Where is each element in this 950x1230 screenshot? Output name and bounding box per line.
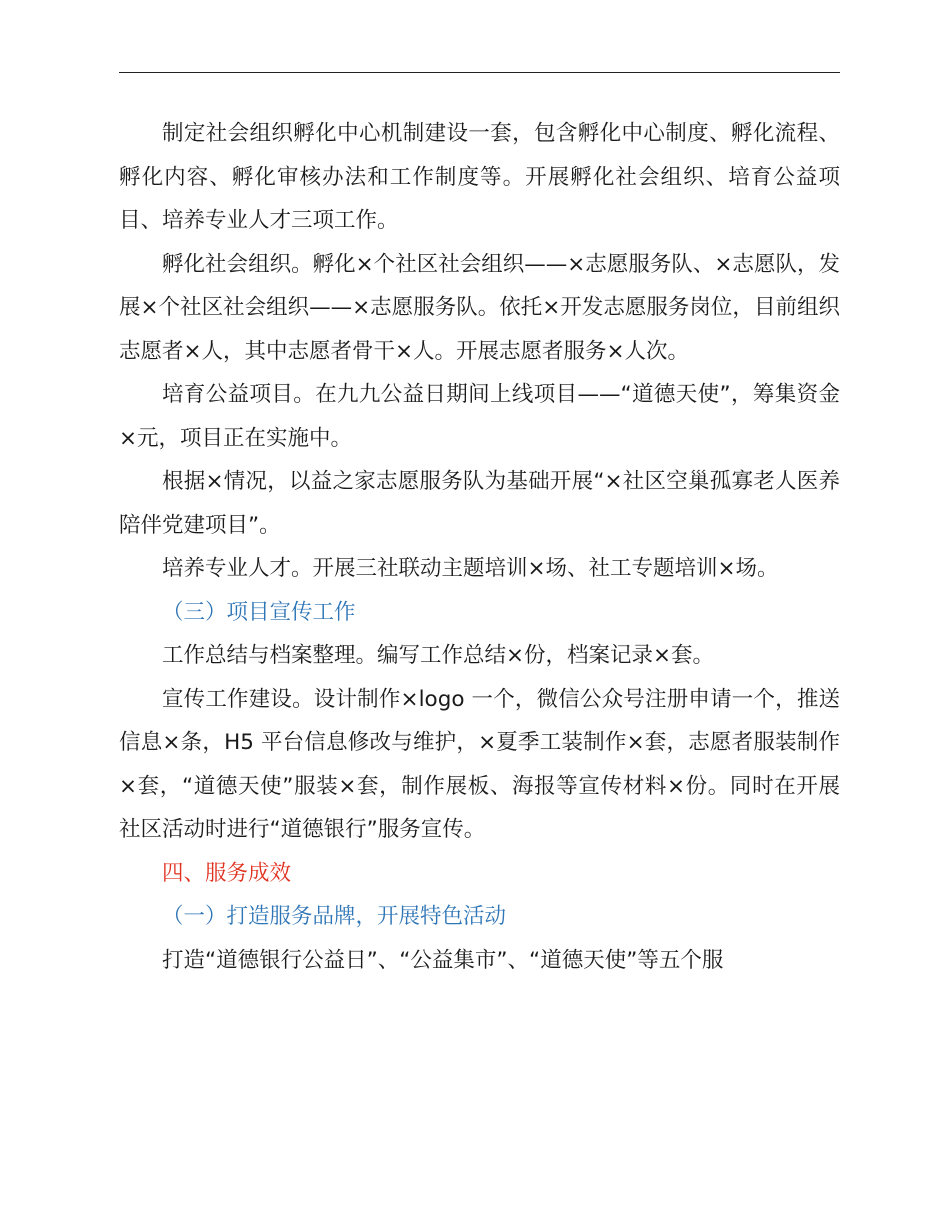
paragraph-incubation-mechanism: 制定社会组织孵化中心机制建设一套，包含孵化中心制度、孵化流程、孵化内容、孵化审核办法和工作制度等。开展孵化社会组织、培育公益项目、培养专业人才三项工作。: [119, 121, 840, 233]
subheading-service-brand: （一）打造服务品牌，开展特色活动: [162, 904, 507, 929]
subheading-publicity-work: （三）项目宣传工作: [162, 599, 356, 625]
document-body: [119, 112, 840, 982]
header-rule: [119, 72, 840, 73]
paragraph-incubate-organizations: 孵化社会组织。孵化×个社区社会组织——×志愿服务队、×志愿队，发展×个社区社会组织——×志愿服务队。依托×开发志愿服务岗位，目前组织志愿者×人，其中志愿者骨干×人。开展志愿者服务×人次。: [119, 251, 840, 364]
paragraph-cultivate-projects: 培育公益项目。在九九公益日期间上线项目——“道德天使”，筹集资金×元，项目正在实施中。: [119, 382, 840, 451]
paragraph-party-building-project: 根据×情况，以益之家志愿服务队为基础开展“×社区空巢孤寡老人医养陪伴党建项目”。: [119, 469, 840, 538]
paragraph-brand-activities: 打造“道德银行公益日”、“公益集市”、“道德天使”等五个服: [162, 947, 724, 973]
heading-service-results: 四、服务成效: [162, 860, 292, 886]
paragraph-publicity-construction: 宣传工作建设。设计制作×logo 一个，微信公众号注册申请一个，推送信息×条，H5 平台信息修改与维护，×夏季工装制作×套，志愿者服装制作×套，“道德天使”服装×套，制作展板、海报等宣传材料×份。同时在开展社区活动时进行“道德银行”服务宣传。: [119, 686, 840, 842]
paragraph-train-talent: 培养专业人才。开展三社联动主题培训×场、社工专题培训×场。: [162, 556, 779, 581]
paragraph-summary-archives: 工作总结与档案整理。编写工作总结×份，档案记录×套。: [162, 643, 715, 668]
